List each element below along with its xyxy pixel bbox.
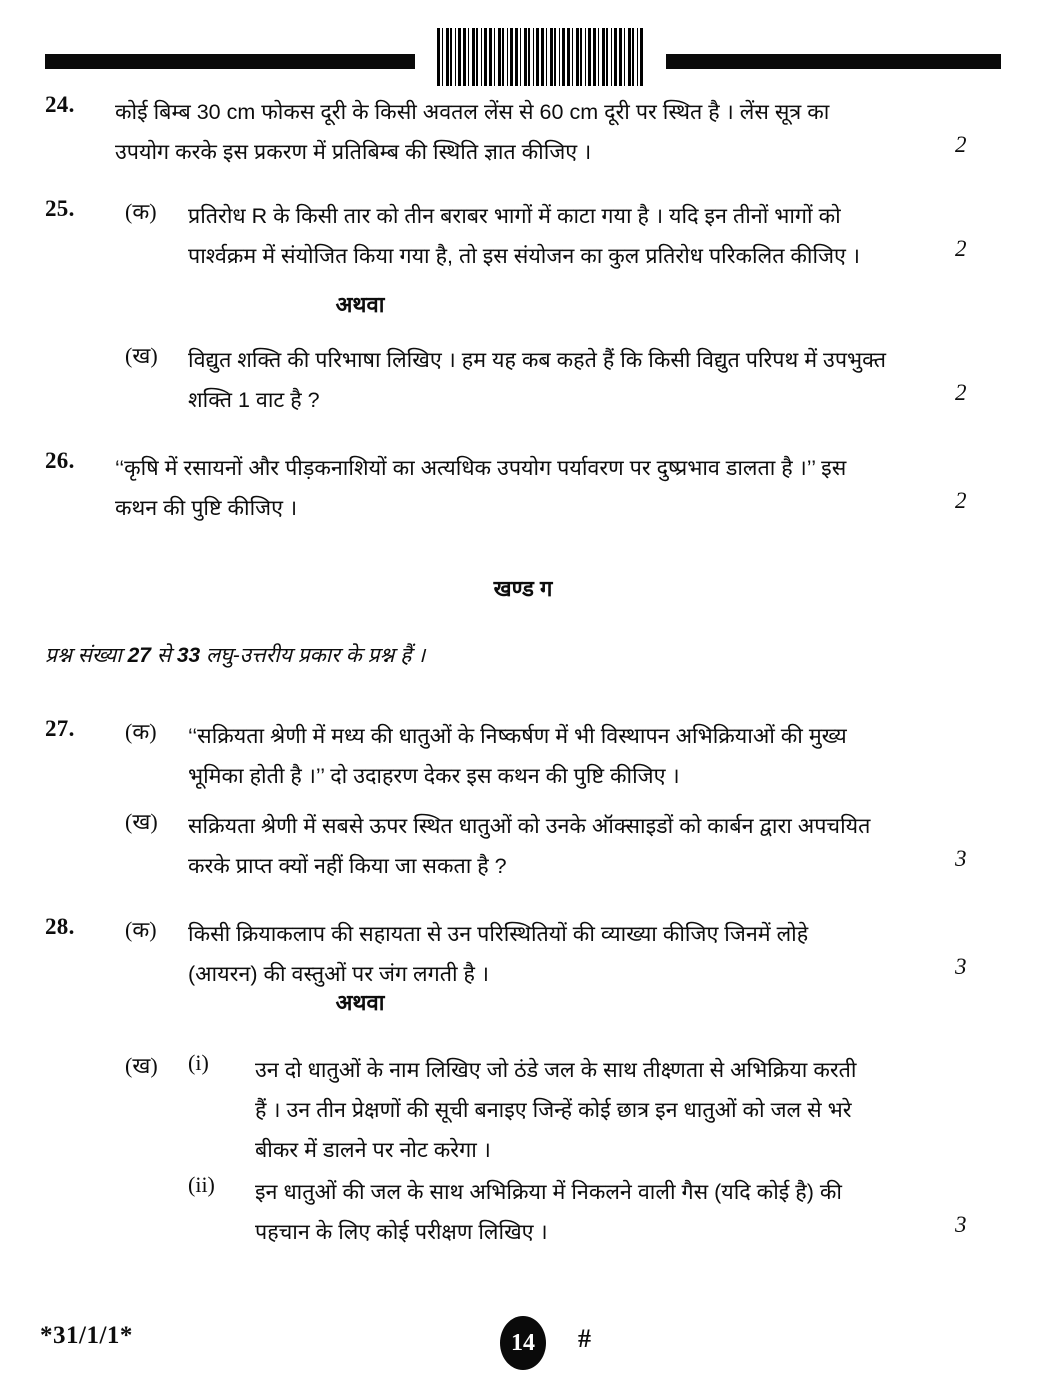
question-part-label: (ख) [125,1053,158,1078]
header-rule-left [45,54,415,69]
question-text-line: किसी क्रियाकलाप की सहायता से उन परिस्थितियों की व्याख्या कीजिए जिनमें लोहे [188,922,809,946]
question-number: 25. [45,196,75,221]
question-number: 26. [45,448,75,473]
question-text-line: करके प्राप्त क्यों नहीं किया जा सकता है ? [188,854,507,878]
question-text [255,1172,945,1252]
question-text-line: कथन की पुष्टि कीजिए । [115,496,298,520]
question-text-line: इन धातुओं की जल के साथ अभिक्रिया में निकलने वाली गैस (यदि कोई है) की [255,1180,842,1204]
page-footer [0,1322,1046,1382]
question-text-line: उपयोग करके इस प्रकरण में प्रतिबिम्ब की स्थिति ज्ञात कीजिए । [115,140,592,164]
instruction-mid: से [150,644,177,667]
question-marks: 3 [955,1212,967,1237]
question-subpart-label: (i) [188,1050,209,1075]
question-number: 27. [45,716,75,741]
instruction-from: 27 [127,644,151,667]
question-text-line: पार्श्वक्रम में संयोजित किया गया है, तो इस संयोजन का कुल प्रतिरोध परिकलित कीजिए । [188,244,861,268]
question-part-label: (क) [125,719,157,744]
question-text [188,806,945,886]
section-heading: खण्ड ग [493,576,553,601]
hash-symbol: # [578,1324,591,1353]
alternative-separator: अथवा [335,990,385,1015]
question-text-line: शक्ति 1 वाट है ? [188,388,320,412]
question-text [255,1050,945,1170]
question-marks: 3 [955,846,967,871]
header-rule-right [666,54,1001,69]
question-text [188,196,945,276]
question-number: 24. [45,92,75,117]
page-number-badge: 14 [500,1316,546,1370]
question-number: 28. [45,914,75,939]
question-text [188,340,945,420]
question-marks: 3 [955,954,967,979]
question-text [115,92,945,172]
question-subpart-label: (ii) [188,1172,215,1197]
question-text-line: कोई बिम्ब 30 cm फोकस दूरी के किसी अवतल लेंस से 60 cm दूरी पर स्थित है । लेंस सूत्र का [115,100,830,124]
question-part-label: (ख) [125,809,158,834]
instruction-suffix: लघु-उत्तरीय प्रकार के प्रश्न हैं । [200,644,426,667]
section-instruction [45,641,425,669]
instruction-to: 33 [176,644,201,667]
question-text-line: बीकर में डालने पर नोट करेगा । [255,1138,491,1162]
question-part-label: (क) [125,917,157,942]
question-text [188,716,945,796]
question-marks: 2 [955,132,967,157]
question-text-line: विद्युत शक्ति की परिभाषा लिखिए । हम यह कब कहते हैं कि किसी विद्युत परिपथ में उपभुक्त [188,348,886,372]
question-text-line: पहचान के लिए कोई परीक्षण लिखिए । [255,1220,548,1244]
question-text-line: ‘‘कृषि में रसायनों और पीड़कनाशियों का अत्यधिक उपयोग पर्यावरण पर दुष्प्रभाव डालता है ।’’ इस [115,456,847,480]
question-text [115,448,945,528]
question-part-label: (ख) [125,343,158,368]
question-text-line: उन दो धातुओं के नाम लिखिए जो ठंडे जल के साथ तीक्ष्णता से अभिक्रिया करती [255,1058,857,1082]
question-text-line: प्रतिरोध R के किसी तार को तीन बराबर भागों में काटा गया है । यदि इन तीनों भागों को [188,204,841,228]
question-text [188,914,945,994]
question-marks: 2 [955,488,967,513]
paper-code: *31/1/1* [40,1322,133,1349]
question-text-line: सक्रियता श्रेणी में सबसे ऊपर स्थित धातुओं को उनके ऑक्साइडों को कार्बन द्वारा अपचयित [188,814,871,838]
instruction-prefix: प्रश्न संख्या [45,644,128,667]
question-marks: 2 [955,236,967,261]
question-text-line: हैं । उन तीन प्रेक्षणों की सूची बनाइए जिन्हें कोई छात्र इन धातुओं को जल से भरे [255,1098,852,1122]
question-text-line: ‘‘सक्रियता श्रेणी में मध्य की धातुओं के निष्कर्षण में भी विस्थापन अभिक्रियाओं की मुख्य [188,724,847,748]
question-text-line: भूमिका होती है ।’’ दो उदाहरण देकर इस कथन की पुष्टि कीजिए । [188,764,680,788]
question-text-line: (आयरन) की वस्तुओं पर जंग लगती है । [188,962,490,986]
alternative-separator: अथवा [335,292,385,317]
question-part-label: (क) [125,199,157,224]
barcode-icon [437,28,645,86]
question-marks: 2 [955,380,967,405]
page-header [0,28,1046,90]
